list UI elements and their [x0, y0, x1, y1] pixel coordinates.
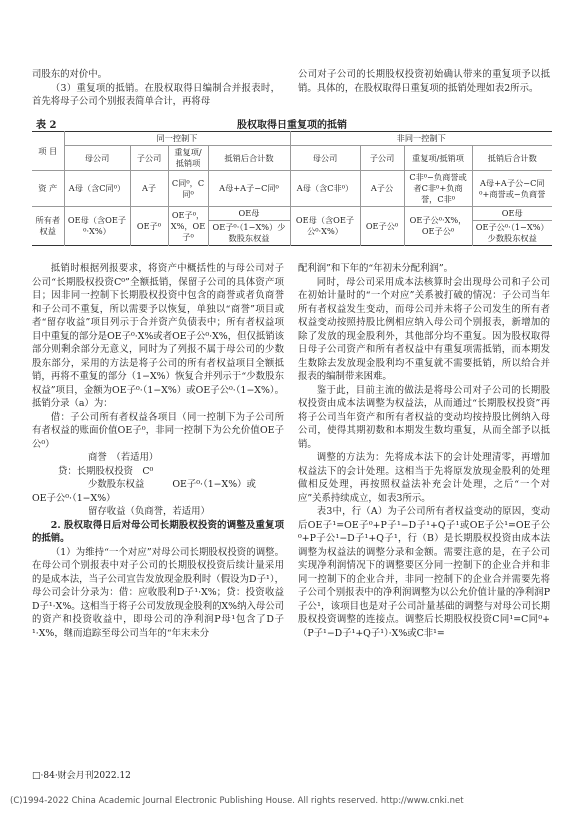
- entry-line: 贷：长期股权投资 C⁰: [58, 465, 154, 477]
- table-cell: A母+A子−C同⁰: [208, 171, 290, 207]
- table-cell: C同⁰，C同⁰: [168, 171, 208, 207]
- table-cell: C非⁰−负商誉或者C非⁰+负商誉，C非⁰: [404, 171, 472, 207]
- col-header: 抵销后合计数: [208, 146, 290, 171]
- table-cell: A子公: [360, 171, 404, 207]
- table-cell: OE子公⁰·（1−X%）少数股东权益: [472, 221, 552, 246]
- col-header: 抵销后合计数: [472, 146, 552, 171]
- paragraph: 配利润”和下年的“年初未分配利润”。: [298, 263, 454, 274]
- col-header: 子公司: [130, 146, 168, 171]
- table-header-row: [32, 146, 552, 171]
- table-cell: OE母（含OE子公⁰·X%）: [290, 207, 360, 246]
- top-left-text: [32, 68, 280, 109]
- paragraph: （1）为维持“一个对应”对母公司长期股权投资的调整。在母公司个别报表中对子公司的长期股权投资后续计量采用的是成本法，当子公司宣告发放现金股利时（假设为D子¹），母公司会计分录为：借：应收股利D子¹·X%；贷：投资收益D子¹·X%。这相当于将子公司发放现金股利的X%纳入母公司的资产和投资收益中，即母公司的净利润P母¹包含了D子¹·X%，继而追踪至母公司当年的“年末未分: [32, 546, 284, 639]
- table-title: 股权取得日重复项的抵销: [237, 120, 347, 131]
- entry-line: OE子公⁰·（1−X%）: [32, 492, 116, 504]
- table-row-equity-a: [32, 207, 552, 221]
- left-column: [32, 262, 284, 640]
- top-right-text: [298, 68, 550, 95]
- paragraph: 借：子公司所有者权益各项目（同一控制下为子公司所有者权益的账面价值OE子⁰，非同一控制下为公允价值OE子公⁰）: [32, 411, 284, 450]
- paragraph: 同时，母公司采用成本法核算时会出现母公司和子公司在初始计量时的“一个对应”关系被打破的情况：子公司当年所有者权益发生变动，而母公司并未将子公司发生的所有者权益变动按照持股比例相应纳入母公司个别报表，新增加的除了发放的现金股利外，其他部分均不重复。因为股权取得日母子公司资产和所有者权益中有重复项需抵销，而本期发生数除去发放现金股利均不重复就不需要抵销，所以给合并报表的编制带来困难。: [298, 276, 550, 382]
- col-header: 母公司: [290, 146, 360, 171]
- table-cell: OE母（含OE子⁰·X%）: [64, 207, 130, 246]
- col-header: 重复项/抵销项: [168, 146, 208, 171]
- table-cell: OE子公⁰·X%，OE子公⁰: [404, 207, 472, 246]
- table-cell: OE子⁰: [130, 207, 168, 246]
- entry-line: 少数股东权益 OE子⁰·（1−X%）或: [88, 479, 256, 490]
- paragraph: 表3中，行（A）为子公司所有者权益变动的原因，变动后OE子¹=OE子⁰+P子¹−D子¹+Q子¹或OE子公¹=OE子公⁰+P子公¹−D子¹+Q子¹，行（B）是长期股权投资由成本法调整为权益法的调整分录和金额。需要注意的是，在子公司实现净利润情况下的调整要区分同一控制下的企业合并和非同一控制下的企业合并，非同一控制下的企业合并需要先将子公司个别报表中的净利润调整为以公允价值计量的净利润P子公¹，该项目也是对子公司計量基础的调整与对母公司长期股权投资调整的连接点。调整后长期股权投资C同¹=C同⁰+（P子¹−D子¹+Q子¹）·X%或C非¹=: [298, 506, 550, 639]
- col-header: 母公司: [64, 146, 130, 171]
- row-label: 所有者权益: [32, 207, 64, 246]
- table-cell: OE子⁰，X%，OE子⁰: [168, 207, 208, 246]
- page-footer: □·84·财会月刊2022.12: [32, 771, 131, 781]
- paragraph: 调整的方法为：先将成本法下的会计处理清零，再增加权益法下的会计处理。这相当于先将原发放现金股利的处理做相反处理，再按照权益法补充会计处理，之后“一个对应”关系持续成立，如表3所示。: [298, 452, 550, 504]
- col-header: 子公司: [360, 146, 404, 171]
- table-cell: A子: [130, 171, 168, 207]
- table-group-row: [32, 132, 552, 146]
- table-cell: OE子公⁰: [360, 207, 404, 246]
- right-column: [298, 262, 550, 640]
- paragraph: 公司对子公司的长期股权投资初始确认带来的重复项予以抵销。具体的，在股权取得日重复项的抵销处理如表2所示。: [298, 69, 550, 94]
- table-cell: OE子⁰·（1−X%）少数股东权益: [208, 221, 290, 246]
- col-header: 重复项/抵销项: [404, 146, 472, 171]
- table-cell: OE母: [208, 207, 290, 221]
- paragraph: 鉴于此，目前主流的做法是将母公司对子公司的长期股权投资由成本法调整为权益法，从而通过“长期股权投资”再将子公司当年资产和所有者权益的变动均按持股比例纳入母公司，使得其期初数和本期发生数均重复，从而全部予以抵销。: [298, 384, 550, 450]
- table-cell: A母+A子公−C同⁰+商誉或−负商誉: [472, 171, 552, 207]
- group-diff-control: 非同一控制下: [290, 132, 552, 146]
- paragraph: 司股东的对价中。: [32, 69, 108, 80]
- entry-line: 商誉 （若适用）: [88, 452, 159, 463]
- copyright-line: (C)1994-2022 China Academic Journal Electronic Publishing House. All rights reserved. http://www.cnki.net: [10, 796, 464, 806]
- item-header: 项 目: [38, 145, 58, 156]
- section-heading: 2. 股权取得日后对母公司长期股权投资的调整及重复项的抵销。: [32, 519, 284, 544]
- offset-table: [32, 131, 552, 246]
- entry-line: 留存收益（负商誉，若适用）: [88, 506, 210, 517]
- table-number: 表 2: [36, 120, 57, 131]
- group-same-control: 同一控制下: [64, 132, 290, 146]
- table-row-assets: [32, 171, 552, 207]
- paragraph: （3）重复项的抵销。在股权取得日编制合并报表时，首先将母子公司个别报表简单合计，再将母: [32, 82, 280, 107]
- table-cell: OE母: [472, 207, 552, 221]
- table-caption: [32, 116, 552, 131]
- table-cell: A母（含C同⁰）: [64, 171, 130, 207]
- table-cell: A母（含C非⁰）: [290, 171, 360, 207]
- row-label: 资 产: [32, 171, 64, 207]
- paragraph: 抵销时根据列报要求，将资产中概括性的与母公司对子公司“长期股权投资C⁰”全额抵销，保留子公司的具体资产项目；因非同一控制下长期股权投资中包含的商誉或者负商誉和子公司不重复，所以需要予以恢复，单独以“商誉”项目或者“留存收益”项目列示于合并资产负债表中；所有者权益项目中重复的部分是OE子⁰·X%或者OE子公⁰·X%，但仅抵销该部分则剩余部分无意义，同时为了列报不属于母公司的少数股东部分，采用的方法是将子公司的所有者权益项目全额抵销，再将不重复的部分（1−X%）恢复合并列示于“少数股东权益”项目，金额为OE子⁰·（1−X%）或OE子公⁰·（1−X%）。抵销分录（a）为：: [32, 263, 284, 409]
